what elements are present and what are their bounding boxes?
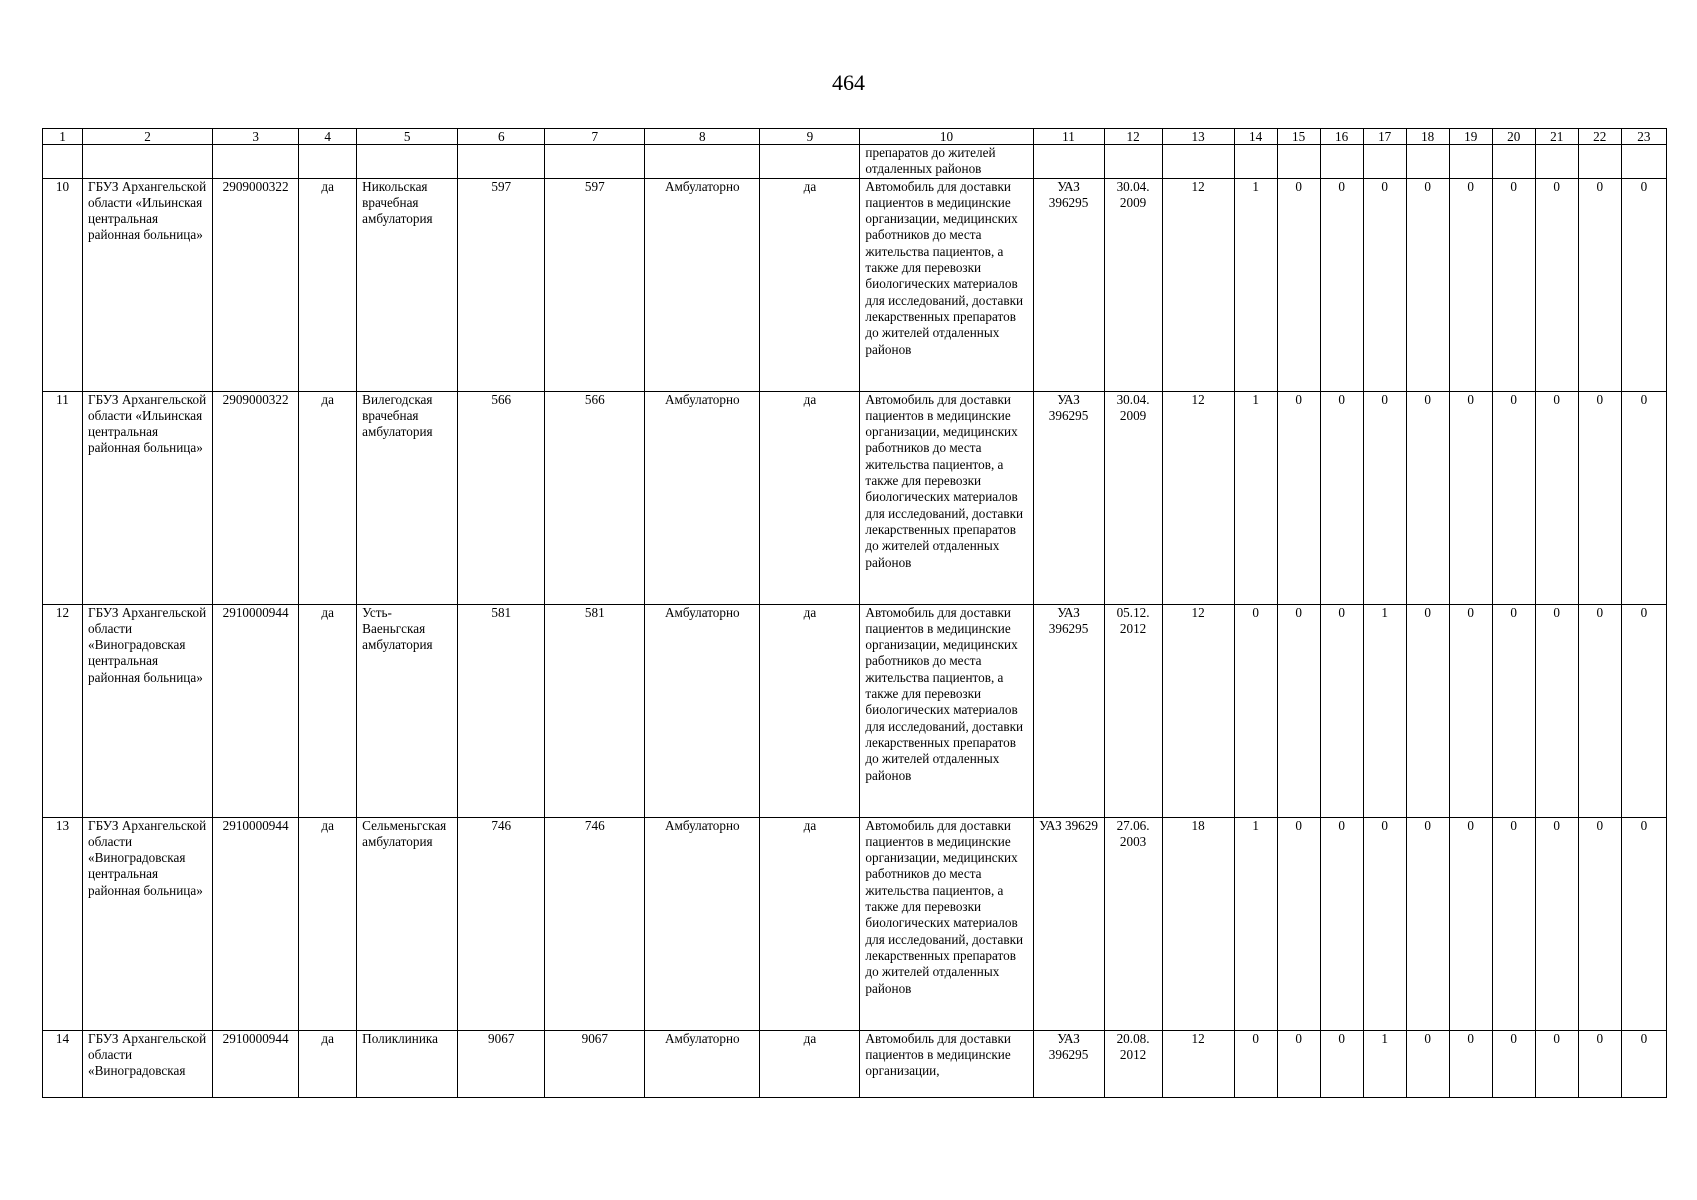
table-cell bbox=[213, 145, 299, 179]
column-number-cell: 14 bbox=[1234, 129, 1277, 145]
table-cell: 597 bbox=[458, 178, 545, 391]
table-cell: 2910000944 bbox=[213, 1030, 299, 1097]
table-cell: 0 bbox=[1320, 391, 1363, 604]
table-cell: 597 bbox=[545, 178, 645, 391]
table-cell: Автомобиль для доставки пациентов в медицинские организации, медицинских работников до места жительства пациентов, а также для перевозки биологических материалов для исследований, доставки лекарственных препаратов до жителей отдаленных районов bbox=[860, 178, 1033, 391]
table-cell: Никольская врачебная амбулатория bbox=[357, 178, 458, 391]
table-cell: 0 bbox=[1492, 817, 1535, 1030]
table-cell: 0 bbox=[1234, 604, 1277, 817]
table-cell: Сельменьгская амбулатория bbox=[357, 817, 458, 1030]
table-cell: 0 bbox=[1621, 178, 1666, 391]
table-cell: 0 bbox=[1449, 604, 1492, 817]
table-cell: 0 bbox=[1234, 1030, 1277, 1097]
table-cell: 12 bbox=[1162, 1030, 1234, 1097]
table-cell: ГБУЗ Архангельской области «Ильинская центральная районная больница» bbox=[83, 391, 213, 604]
table-cell: 0 bbox=[1363, 178, 1406, 391]
table-cell bbox=[458, 145, 545, 179]
table-cell: 0 bbox=[1535, 817, 1578, 1030]
table-cell: Амбулаторно bbox=[645, 178, 760, 391]
table-cell: Амбулаторно bbox=[645, 604, 760, 817]
table-cell: 0 bbox=[1406, 391, 1449, 604]
table-cell: 10 bbox=[43, 178, 83, 391]
table-cell: 0 bbox=[1492, 604, 1535, 817]
table-cell: да bbox=[760, 391, 860, 604]
table-cell: УАЗ 396295 bbox=[1033, 178, 1104, 391]
table-cell: УАЗ 39629 bbox=[1033, 817, 1104, 1030]
table-cell: 11 bbox=[43, 391, 83, 604]
column-number-cell: 12 bbox=[1104, 129, 1162, 145]
table-cell bbox=[83, 145, 213, 179]
table-cell: 1 bbox=[1234, 817, 1277, 1030]
table-cell: да bbox=[299, 604, 357, 817]
table-cell bbox=[1162, 145, 1234, 179]
column-number-cell: 10 bbox=[860, 129, 1033, 145]
table-cell: 0 bbox=[1621, 604, 1666, 817]
table-cell: 0 bbox=[1449, 1030, 1492, 1097]
table-cell: 0 bbox=[1320, 817, 1363, 1030]
table-cell: 0 bbox=[1449, 178, 1492, 391]
table-cell: 1 bbox=[1363, 604, 1406, 817]
column-number-cell: 8 bbox=[645, 129, 760, 145]
column-number-cell: 23 bbox=[1621, 129, 1666, 145]
column-number-cell: 4 bbox=[299, 129, 357, 145]
column-number-cell: 18 bbox=[1406, 129, 1449, 145]
column-number-cell: 7 bbox=[545, 129, 645, 145]
column-number-cell: 9 bbox=[760, 129, 860, 145]
table-cell: Автомобиль для доставки пациентов в медицинские организации, медицинских работников до места жительства пациентов, а также для перевозки биологических материалов для исследований, доставки лекарственных препаратов до жителей отдаленных районов bbox=[860, 817, 1033, 1030]
table-cell: да bbox=[299, 391, 357, 604]
table-cell: УАЗ 396295 bbox=[1033, 604, 1104, 817]
table-cell: 14 bbox=[43, 1030, 83, 1097]
table-cell bbox=[1320, 145, 1363, 179]
table-cell: 0 bbox=[1492, 1030, 1535, 1097]
data-table bbox=[42, 128, 1667, 1098]
table-cell: Амбулаторно bbox=[645, 817, 760, 1030]
table-cell: 9067 bbox=[458, 1030, 545, 1097]
table-cell: 27.06. 2003 bbox=[1104, 817, 1162, 1030]
column-number-cell: 21 bbox=[1535, 129, 1578, 145]
table-cell: 566 bbox=[458, 391, 545, 604]
table-cell bbox=[545, 145, 645, 179]
table-cell bbox=[1406, 145, 1449, 179]
table-cell: Поликлиника bbox=[357, 1030, 458, 1097]
table-cell: 2909000322 bbox=[213, 391, 299, 604]
table-cell: 18 bbox=[1162, 817, 1234, 1030]
table-cell bbox=[1578, 145, 1621, 179]
table-cell bbox=[1277, 145, 1320, 179]
table-cell: да bbox=[299, 817, 357, 1030]
column-number-header bbox=[43, 129, 1667, 145]
table-cell bbox=[1033, 145, 1104, 179]
table-cell: 0 bbox=[1406, 604, 1449, 817]
column-number-cell: 16 bbox=[1320, 129, 1363, 145]
table-cell: да bbox=[299, 178, 357, 391]
table-cell: 0 bbox=[1535, 391, 1578, 604]
table-cell: 1 bbox=[1363, 1030, 1406, 1097]
table-cell: 0 bbox=[1621, 391, 1666, 604]
table-cell: УАЗ 396295 bbox=[1033, 391, 1104, 604]
table-cell: 746 bbox=[545, 817, 645, 1030]
table-cell bbox=[1621, 145, 1666, 179]
column-number-cell: 11 bbox=[1033, 129, 1104, 145]
table-row bbox=[43, 391, 1667, 604]
table-cell: 0 bbox=[1406, 178, 1449, 391]
table-cell: 0 bbox=[1277, 817, 1320, 1030]
table-cell: 0 bbox=[1578, 604, 1621, 817]
table-cell: Автомобиль для доставки пациентов в медицинские организации, медицинских работников до места жительства пациентов, а также для перевозки биологических материалов для исследований, доставки лекарственных препаратов до жителей отдаленных районов bbox=[860, 391, 1033, 604]
table-row bbox=[43, 178, 1667, 391]
table-cell: ГБУЗ Архангельской области «Ильинская центральная районная больница» bbox=[83, 178, 213, 391]
table-cell bbox=[299, 145, 357, 179]
table-cell: 0 bbox=[1277, 1030, 1320, 1097]
table-cell: 0 bbox=[1578, 1030, 1621, 1097]
table-cell bbox=[645, 145, 760, 179]
table-cell: 20.08. 2012 bbox=[1104, 1030, 1162, 1097]
table-cell bbox=[1492, 145, 1535, 179]
table-cell: 2910000944 bbox=[213, 817, 299, 1030]
table-cell: препаратов до жителей отдаленных районов bbox=[860, 145, 1033, 179]
table-cell: да bbox=[760, 604, 860, 817]
table-cell: 0 bbox=[1535, 178, 1578, 391]
table-cell: 0 bbox=[1621, 817, 1666, 1030]
column-number-cell: 3 bbox=[213, 129, 299, 145]
table-cell: 581 bbox=[458, 604, 545, 817]
table-cell: Автомобиль для доставки пациентов в медицинские организации, bbox=[860, 1030, 1033, 1097]
table-cell: 9067 bbox=[545, 1030, 645, 1097]
column-number-cell: 17 bbox=[1363, 129, 1406, 145]
page-number: 464 bbox=[832, 70, 865, 95]
table-cell: 566 bbox=[545, 391, 645, 604]
table-cell: 2909000322 bbox=[213, 178, 299, 391]
table-cell: Амбулаторно bbox=[645, 391, 760, 604]
table-cell bbox=[43, 145, 83, 179]
table-cell: 0 bbox=[1578, 391, 1621, 604]
table-cell: 0 bbox=[1363, 391, 1406, 604]
table-cell: 12 bbox=[1162, 178, 1234, 391]
table-cell: 12 bbox=[1162, 391, 1234, 604]
table-cell: 0 bbox=[1449, 817, 1492, 1030]
table-cell: 0 bbox=[1320, 178, 1363, 391]
column-number-cell: 6 bbox=[458, 129, 545, 145]
table-cell: Амбулаторно bbox=[645, 1030, 760, 1097]
table-cell: 2910000944 bbox=[213, 604, 299, 817]
table-cell: 0 bbox=[1449, 391, 1492, 604]
table-cell: 12 bbox=[43, 604, 83, 817]
table-cell: 581 bbox=[545, 604, 645, 817]
table-cell: да bbox=[760, 178, 860, 391]
table-cell: 0 bbox=[1277, 178, 1320, 391]
table-cell: 0 bbox=[1406, 1030, 1449, 1097]
table-row bbox=[43, 604, 1667, 817]
table-cell: 1 bbox=[1234, 178, 1277, 391]
table-cell: 0 bbox=[1492, 178, 1535, 391]
column-number-cell: 19 bbox=[1449, 129, 1492, 145]
table-cell: 13 bbox=[43, 817, 83, 1030]
column-number-cell: 1 bbox=[43, 129, 83, 145]
table-row bbox=[43, 145, 1667, 179]
table-cell bbox=[1535, 145, 1578, 179]
table-row bbox=[43, 1030, 1667, 1097]
table-cell: 0 bbox=[1320, 604, 1363, 817]
table-cell: 746 bbox=[458, 817, 545, 1030]
table-cell: 0 bbox=[1578, 178, 1621, 391]
table-cell: 0 bbox=[1363, 817, 1406, 1030]
table-cell: 0 bbox=[1535, 604, 1578, 817]
table-cell: 12 bbox=[1162, 604, 1234, 817]
column-number-cell: 5 bbox=[357, 129, 458, 145]
table-row bbox=[43, 817, 1667, 1030]
table-cell: 0 bbox=[1621, 1030, 1666, 1097]
table-cell: УАЗ 396295 bbox=[1033, 1030, 1104, 1097]
table-cell: 30.04. 2009 bbox=[1104, 178, 1162, 391]
table-cell: 05.12. 2012 bbox=[1104, 604, 1162, 817]
table-cell bbox=[1234, 145, 1277, 179]
column-number-cell: 20 bbox=[1492, 129, 1535, 145]
table-cell: 0 bbox=[1492, 391, 1535, 604]
table-cell: Усть-Ваеньгская амбулатория bbox=[357, 604, 458, 817]
table-cell bbox=[1449, 145, 1492, 179]
column-number-cell: 13 bbox=[1162, 129, 1234, 145]
table-cell: да bbox=[760, 817, 860, 1030]
table-cell: ГБУЗ Архангельской области «Виноградовская центральная районная больница» bbox=[83, 604, 213, 817]
table-cell: ГБУЗ Архангельской области «Виноградовская bbox=[83, 1030, 213, 1097]
column-number-cell: 15 bbox=[1277, 129, 1320, 145]
table-cell: 0 bbox=[1578, 817, 1621, 1030]
table-cell: да bbox=[760, 1030, 860, 1097]
table-cell: 0 bbox=[1406, 817, 1449, 1030]
table-cell: 0 bbox=[1277, 604, 1320, 817]
table-cell: 30.04. 2009 bbox=[1104, 391, 1162, 604]
table-cell: Автомобиль для доставки пациентов в медицинские организации, медицинских работников до места жительства пациентов, а также для перевозки биологических материалов для исследований, доставки лекарственных препаратов до жителей отдаленных районов bbox=[860, 604, 1033, 817]
column-number-cell: 22 bbox=[1578, 129, 1621, 145]
table-cell bbox=[1363, 145, 1406, 179]
table-cell bbox=[760, 145, 860, 179]
table-cell: 0 bbox=[1535, 1030, 1578, 1097]
table-cell: 1 bbox=[1234, 391, 1277, 604]
table-cell bbox=[1104, 145, 1162, 179]
table-cell: ГБУЗ Архангельской области «Виноградовская центральная районная больница» bbox=[83, 817, 213, 1030]
column-number-cell: 2 bbox=[83, 129, 213, 145]
table-cell: 0 bbox=[1320, 1030, 1363, 1097]
table-cell: да bbox=[299, 1030, 357, 1097]
table-cell: 0 bbox=[1277, 391, 1320, 604]
table-cell bbox=[357, 145, 458, 179]
table-cell: Вилегодская врачебная амбулатория bbox=[357, 391, 458, 604]
